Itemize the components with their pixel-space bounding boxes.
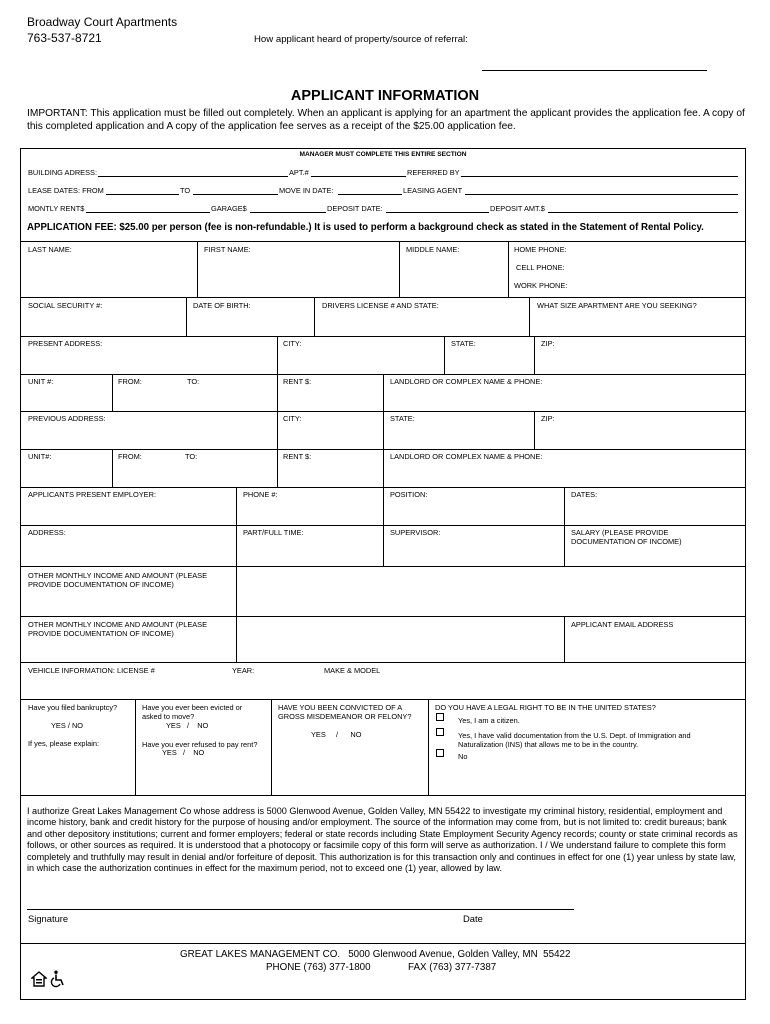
license-label: DRIVERS LICENSE # AND STATE:	[322, 301, 439, 310]
cell-phone-label: CELL PHONE:	[516, 263, 565, 272]
evicted-question: Have you ever been evicted or asked to move?	[142, 703, 243, 721]
documentation-checkbox[interactable]	[436, 728, 444, 736]
footer-fax: FAX (763) 377-7387	[408, 962, 497, 973]
part-full-time-label: PART/FULL TIME:	[243, 528, 304, 537]
employer-phone-label: PHONE #:	[243, 490, 278, 499]
rent-amount-label: RENT $:	[283, 377, 312, 386]
supervisor-label: SUPERVISOR:	[390, 528, 441, 537]
authorization-text: I authorize Great Lakes Management Co whose address is 5000 Glenwood Avenue, Golden Valley, MN 55422 to investigate my criminal history, residential, employment and income history, bank and credit history for the purpose of housing and/or employment. The source of the information may come from, but is not limited to: credit bureaus; bank and other depository institutions; current and former employers; federal or state records including State Employment Security Agency records; county or state criminal records as follows, or other sources as required. It is understood that a photocopy or facsimile copy of this form will serve as authorization. I / We understand failure to complete this form completely and truthfully may result in denial and/or forfeiture of deposit. This authorization is for this transaction only and continues in effect for one (1) year unless by state law, in which case the authorization continues in effect for the maximum period, not to exceed one (1) year, allowed by law.	[27, 806, 738, 874]
deposit-date-label: DEPOSIT DATE:	[327, 204, 383, 213]
manager-heading: MANAGER MUST COMPLETE THIS ENTIRE SECTION	[299, 151, 467, 158]
city-label: CITY:	[283, 339, 302, 348]
previous-rent-label: RENT $:	[283, 452, 312, 461]
footer-phone: PHONE (763) 377-1800	[266, 962, 371, 973]
other-income-label-2: OTHER MONTHLY INCOME AND AMOUNT (PLEASE PROVIDE DOCUMENTATION OF INCOME)	[28, 620, 208, 638]
home-phone-label: HOME PHONE:	[514, 245, 567, 254]
present-address-label: PRESENT ADDRESS:	[28, 339, 103, 348]
to-label: TO:	[187, 377, 200, 386]
previous-to-label: TO:	[185, 452, 198, 461]
rent-field[interactable]	[86, 212, 210, 213]
citizen-label: Yes, I am a citizen.	[458, 716, 520, 725]
employer-address-label: ADDRESS:	[28, 528, 66, 537]
legal-right-question: DO YOU HAVE A LEGAL RIGHT TO BE IN THE UNITED STATES?	[435, 703, 656, 712]
from-label: FROM:	[118, 377, 142, 386]
landlord-label: LANDLORD OR COMPLEX NAME & PHONE:	[390, 377, 543, 386]
lease-from-label: LEASE DATES: FROM	[28, 186, 104, 195]
no-label: No	[458, 752, 468, 761]
apt-size-label: WHAT SIZE APARTMENT ARE YOU SEEKING?	[537, 301, 697, 310]
application-fee-notice: APPLICATION FEE: $25.00 per person (fee is non-refundable.) It is used to perform a background check as stated in the Statement of Rental Policy.	[27, 222, 704, 233]
rent-label: MONTLY RENT$	[28, 204, 85, 213]
date-label: Date	[463, 913, 483, 924]
first-name-label: FIRST NAME:	[204, 245, 251, 254]
refused-yes-no[interactable]: YES / NO	[162, 748, 205, 757]
footer-company: GREAT LAKES MANAGEMENT CO. 5000 Glenwood Avenue, Golden Valley, MN 55422	[180, 949, 571, 960]
employer-label: APPLICANTS PRESENT EMPLOYER:	[28, 490, 157, 499]
middle-name-label: MIDDLE NAME:	[406, 245, 460, 254]
company-name: Broadway Court Apartments	[27, 15, 178, 29]
signature-line[interactable]	[27, 909, 574, 910]
citizen-checkbox[interactable]	[436, 713, 444, 721]
building-field[interactable]	[98, 176, 288, 177]
email-label: APPLICANT EMAIL ADDRESS	[571, 620, 674, 629]
convicted-question: HAVE YOU BEEN CONVICTED OF A GROSS MISDEMEANOR OR FELONY?	[278, 703, 412, 721]
dob-label: DATE OF BIRTH:	[193, 301, 251, 310]
lease-to-label: TO	[180, 186, 191, 195]
state-label: STATE:	[451, 339, 476, 348]
leasing-agent-field[interactable]	[465, 194, 738, 195]
no-checkbox[interactable]	[436, 749, 444, 757]
previous-address-label: PREVIOUS ADDRESS:	[28, 414, 106, 423]
unit-label: UNIT #:	[28, 377, 54, 386]
lease-to-field[interactable]	[193, 194, 278, 195]
garage-field[interactable]	[250, 212, 326, 213]
accessibility-icon	[50, 970, 66, 988]
leasing-agent-label: LEASING AGENT	[403, 186, 463, 195]
ssn-label: SOCIAL SECURITY #:	[28, 301, 103, 310]
deposit-amt-field[interactable]	[548, 212, 738, 213]
refused-rent-question: Have you ever refused to pay rent?	[142, 740, 258, 749]
bankruptcy-question: Have you filed bankruptcy?	[28, 703, 118, 712]
bankruptcy-yes-no[interactable]: YES / NO	[51, 721, 84, 730]
position-label: POSITION:	[390, 490, 428, 499]
other-income-label-1: OTHER MONTHLY INCOME AND AMOUNT (PLEASE PROVIDE DOCUMENTATION OF INCOME)	[28, 571, 208, 589]
garage-label: GARAGE$	[211, 204, 247, 213]
referral-line[interactable]	[482, 70, 707, 71]
signature-label: Signature	[28, 913, 69, 924]
salary-label: SALARY (PLEASE PROVIDE DOCUMENTATION OF INCOME)	[571, 528, 682, 546]
dates-label: DATES:	[571, 490, 598, 499]
apt-field[interactable]	[311, 176, 406, 177]
referred-label: REFERRED BY	[407, 168, 460, 177]
work-phone-label: WORK PHONE:	[514, 281, 568, 290]
previous-landlord-label: LANDLORD OR COMPLEX NAME & PHONE:	[390, 452, 543, 461]
documentation-label: Yes, I have valid documentation from the U.S. Dept. of Immigration and Naturalization (INS) that allows me to be in the country.	[458, 731, 691, 749]
previous-from-label: FROM:	[118, 452, 142, 461]
last-name-label: LAST NAME:	[28, 245, 72, 254]
zip-label: ZIP:	[541, 339, 555, 348]
move-in-label: MOVE IN DATE:	[279, 186, 334, 195]
lease-from-field[interactable]	[106, 194, 179, 195]
equal-housing-icon	[31, 971, 47, 987]
page-title: APPLICANT INFORMATION	[290, 88, 480, 104]
make-model-label: MAKE & MODEL	[324, 666, 381, 675]
important-note: IMPORTANT: This application must be filled out completely. When an applicant is applying for an apartment the applicant provides the application fee. A copy of this completed application and A copy of the application fee serves as a receipt of the $25.00 application fee.	[27, 108, 745, 132]
vehicle-label: VEHICLE INFORMATION: LICENSE #	[28, 666, 155, 675]
convicted-yes-no[interactable]: YES / NO	[311, 730, 362, 739]
previous-city-label: CITY:	[283, 414, 302, 423]
deposit-amt-label: DEPOSIT AMT.$	[490, 204, 545, 213]
company-phone: 763-537-8721	[27, 31, 102, 45]
referral-label: How applicant heard of property/source of referral:	[254, 34, 468, 45]
move-in-field[interactable]	[338, 194, 402, 195]
building-label: BUILDING ADRESS:	[28, 168, 97, 177]
vehicle-year-label: YEAR:	[232, 666, 255, 675]
previous-state-label: STATE:	[390, 414, 415, 423]
referred-field[interactable]	[461, 176, 738, 177]
explain-label: If yes, please explain:	[28, 739, 100, 748]
deposit-date-field[interactable]	[386, 212, 489, 213]
evicted-yes-no[interactable]: YES / NO	[166, 721, 209, 730]
previous-unit-label: UNIT#:	[28, 452, 52, 461]
previous-zip-label: ZIP:	[541, 414, 555, 423]
apt-label: APT.#	[289, 168, 309, 177]
